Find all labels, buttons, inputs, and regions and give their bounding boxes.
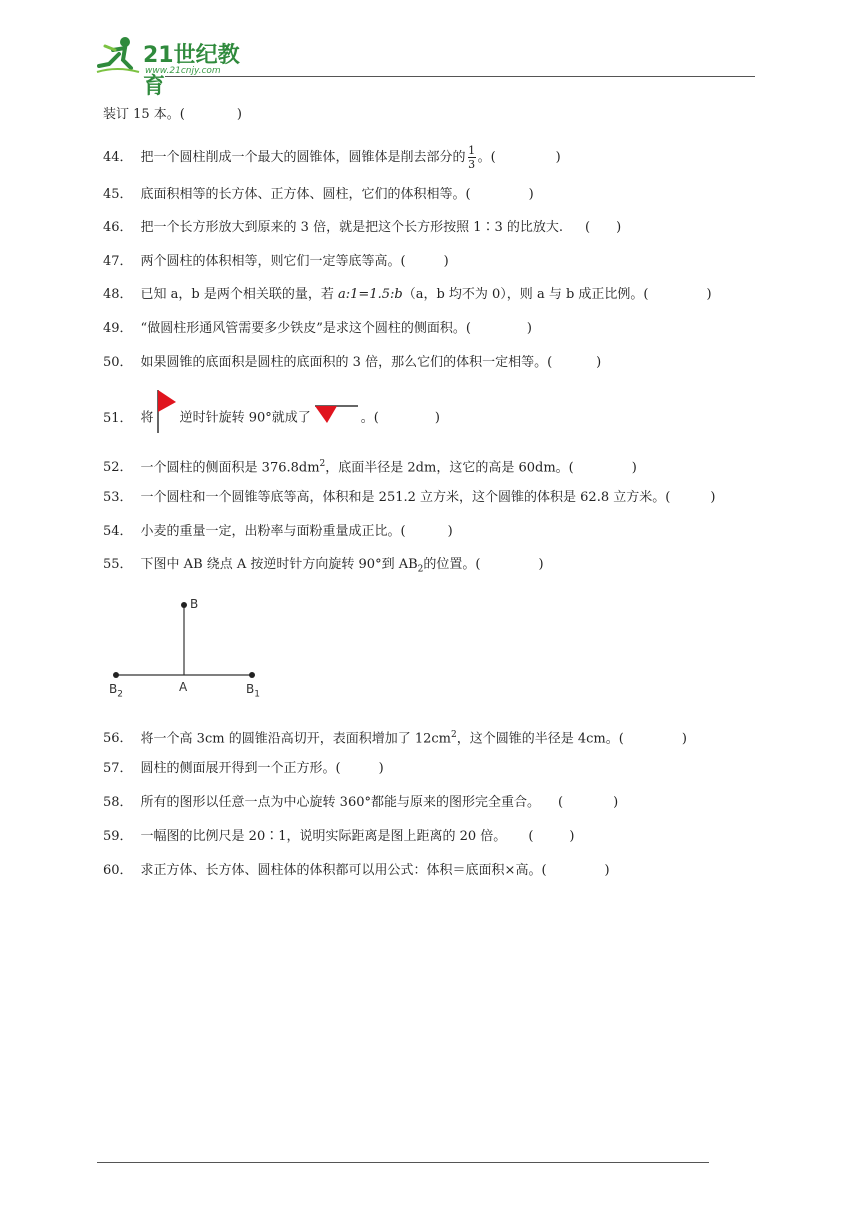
question-56: 56． 将一个高 3cm 的圆锥沿高切开，表面积增加了 $12cm^2$，这个圆锥的半径是 4cm。( ) bbox=[103, 730, 687, 747]
question-51: 51． 将 逆时针旋转 90°就成了 。( ) bbox=[103, 402, 440, 434]
question-50: 50． 如果圆锥的底面积是圆柱的底面积的 3 倍，那么它们的体积一定相等。( ) bbox=[103, 355, 602, 370]
logo-url: www.21cnjy.com bbox=[145, 66, 221, 76]
question-continued: 装订 15 本。( ) bbox=[103, 107, 242, 122]
logo-text: 21世纪教育 bbox=[143, 43, 240, 99]
question-44: 44． 把一个圆柱削成一个最大的圆锥体，圆锥体是削去部分的 $\frac{1}{3}$ 。( ) bbox=[103, 144, 561, 171]
question-54: 54． 小麦的重量一定，出粉率与面粉重量成正比。( ) bbox=[103, 524, 453, 539]
fraction: $\frac{1}{3}$ bbox=[468, 144, 476, 171]
label-b2: $B_2$ bbox=[109, 682, 123, 700]
rotation-diagram bbox=[106, 592, 276, 706]
question-58: 58． 所有的图形以任意一点为中心旋转 360°都能与原来的图形完全重合。 ( ) bbox=[103, 795, 619, 810]
runner-icon bbox=[95, 36, 141, 76]
question-52: 52． 一个圆柱的侧面积是 $376.8dm^2$，底面半径是 2dm，这它的高是 60dm。( ) bbox=[103, 459, 637, 476]
page-header bbox=[95, 30, 755, 99]
question-47: 47． 两个圆柱的体积相等，则它们一定等底等高。( ) bbox=[103, 254, 449, 269]
question-53: 53． 一个圆柱和一个圆锥等底等高，体积和是 251.2 立方米，这个圆锥的体积是 62.8 立方米。( ) bbox=[103, 490, 716, 505]
label-b1: $B_1$ bbox=[246, 682, 260, 700]
question-55: 55． 下图中 AB 绕点 A 按逆时针方向旋转 90°到 $AB_2$的位置。( ) bbox=[103, 557, 544, 575]
question-59: 59． 一幅图的比例尺是 20∶1，说明实际距离是图上距离的 20 倍。 ( ) bbox=[103, 829, 575, 844]
question-60: 60． 求正方体、长方体、圆柱体的体积都可以用公式：体积＝底面积×高。( ) bbox=[103, 863, 610, 878]
question-48: 48． 已知 a，b 是两个相关联的量，若 a:1=1.5:b（a，b 均不为 0），则 a 与 b 成正比例。( ) bbox=[103, 287, 712, 302]
header-divider bbox=[165, 76, 755, 77]
label-b: B bbox=[190, 597, 199, 611]
rotated-flag-icon bbox=[313, 403, 359, 425]
footer-divider bbox=[97, 1162, 709, 1163]
question-45: 45． 底面积相等的长方体、正方体、圆柱，它们的体积相等。( ) bbox=[103, 187, 534, 202]
label-a: A bbox=[179, 680, 188, 694]
upright-flag-icon bbox=[156, 388, 178, 434]
logo bbox=[95, 36, 255, 99]
question-49: 49． “做圆柱形通风管需要多少铁皮”是求这个圆柱的侧面积。( ) bbox=[103, 321, 532, 336]
question-57: 57． 圆柱的侧面展开得到一个正方形。( ) bbox=[103, 761, 384, 776]
question-46: 46． 把一个长方形放大到原来的 3 倍，就是把这个长方形按照 1∶3 的比放大. ( ) bbox=[103, 220, 622, 235]
